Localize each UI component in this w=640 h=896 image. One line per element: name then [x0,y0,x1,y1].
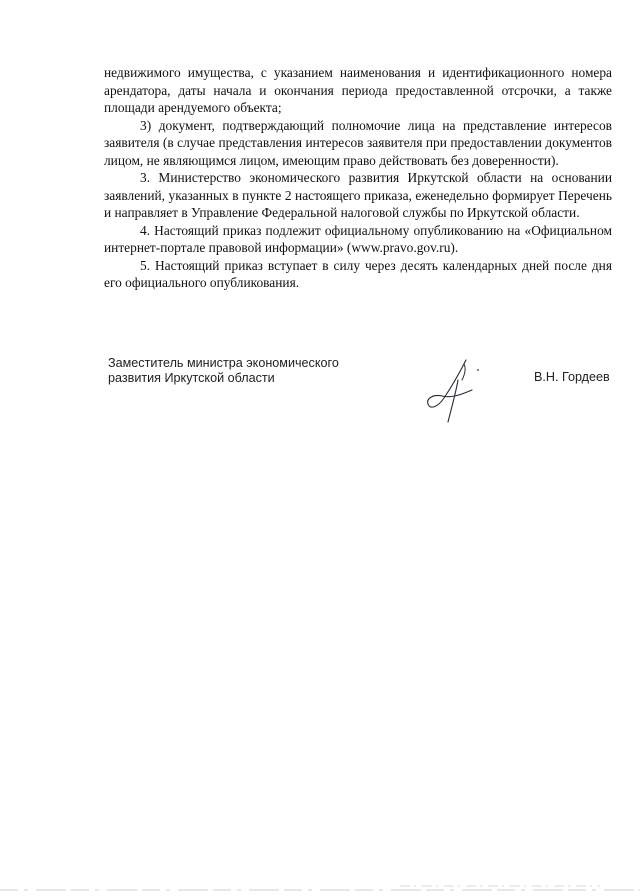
signatory-title [108,356,339,386]
paragraph-point-5: 5. Настоящий приказ вступает в силу через десять календарных дней после дня его официального опубликования. [104,257,612,290]
paragraph-continuation: недвижимого имущества, с указанием наименования и идентификационного номера арендатора, даты начала и окончания периода предоставленной отсрочки, а также площади арендуемого объекта; [104,65,612,115]
handwritten-signature [420,350,500,430]
paragraph-item-3-document: 3) документ, подтверждающий полномочие лица на представление интересов заявителя (в случае представления интересов заявителя при предоставлении документов лицом, не являющимся лицом, имеющим право действовать без доверенности). [104,117,612,168]
paragraph-point-3: 3. Министерство экономического развития Иркутской области на основании заявлений, указанных в пункте 2 настоящего приказа, еженедельно формирует Перечень и направляет в Управление Федеральной налоговой службы по Иркутской области. [104,170,612,220]
signatory-name: В.Н. Гордеев [534,370,610,384]
paragraph-point-4: 4. Настоящий приказ подлежит официальному опубликованию на «Официальном интернет-портале правовой информации» (www.pravo.gov.ru). [104,222,612,255]
document-body [104,64,612,292]
scan-edge-artifacts [0,880,640,896]
signatory-title-line-2: развития Иркутской области [108,371,275,385]
signatory-title-line-1: Заместитель министра экономического [108,356,339,370]
